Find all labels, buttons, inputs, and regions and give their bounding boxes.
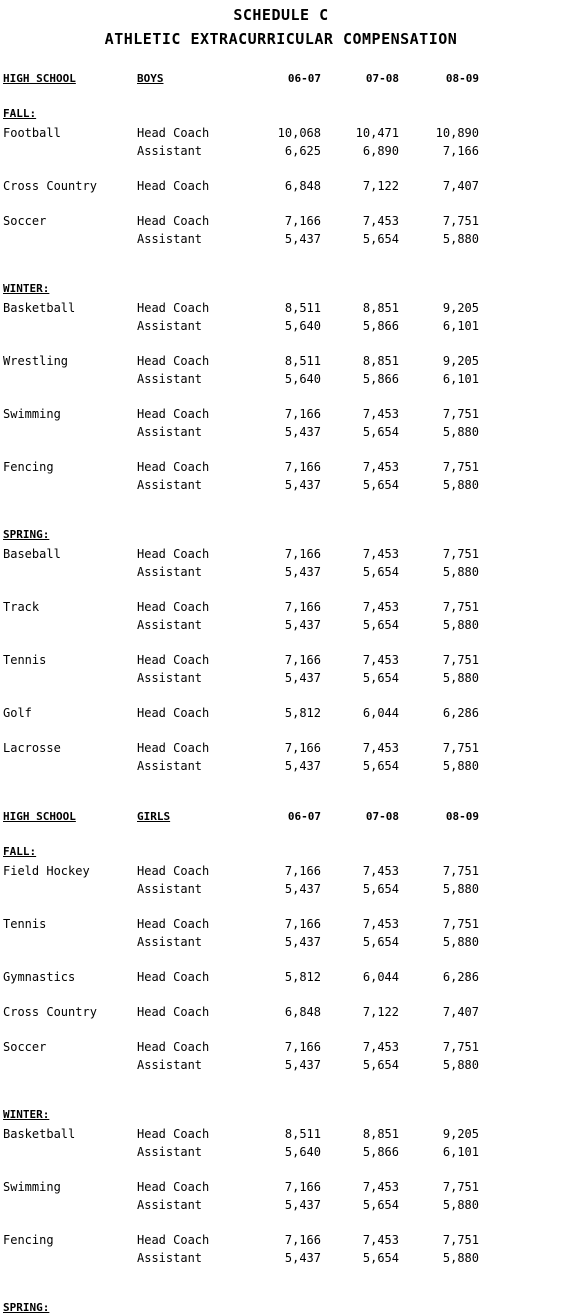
compensation-value: 7,453 bbox=[362, 653, 399, 667]
compensation-value: 7,751 bbox=[442, 1180, 479, 1194]
compensation-value: 8,851 bbox=[362, 1127, 399, 1141]
section-header bbox=[0, 70, 562, 88]
sport-name: Basketball bbox=[3, 301, 76, 315]
compensation-value: 5,880 bbox=[442, 1058, 479, 1072]
compensation-value: 7,166 bbox=[284, 864, 321, 878]
position-name: Head Coach bbox=[137, 600, 210, 614]
season-label: SPRING: bbox=[3, 1301, 50, 1314]
compensation-value: 5,654 bbox=[362, 1058, 399, 1072]
compensation-value: 5,654 bbox=[362, 759, 399, 773]
season-label: SPRING: bbox=[3, 528, 50, 541]
compensation-value: 7,453 bbox=[362, 407, 399, 421]
sport-name: Basketball bbox=[3, 1127, 76, 1141]
position-name: Assistant bbox=[137, 618, 203, 632]
position-name: Head Coach bbox=[137, 1127, 210, 1141]
compensation-value: 7,166 bbox=[284, 547, 321, 561]
table-row bbox=[0, 1196, 562, 1214]
compensation-value: 5,866 bbox=[362, 1145, 399, 1159]
table-row bbox=[0, 598, 562, 616]
compensation-value: 5,437 bbox=[284, 935, 321, 949]
compensation-value: 5,812 bbox=[284, 706, 321, 720]
position-name: Assistant bbox=[137, 565, 203, 579]
table-row bbox=[0, 651, 562, 669]
compensation-value: 7,166 bbox=[284, 214, 321, 228]
position-name: Head Coach bbox=[137, 301, 210, 315]
table-row bbox=[0, 352, 562, 370]
sport-name: Golf bbox=[3, 706, 32, 720]
header-year: 07-08 bbox=[365, 810, 399, 823]
compensation-value: 6,101 bbox=[442, 372, 479, 386]
season-label: WINTER: bbox=[3, 282, 50, 295]
compensation-value: 7,453 bbox=[362, 460, 399, 474]
compensation-value: 7,453 bbox=[362, 1040, 399, 1054]
compensation-value: 5,880 bbox=[442, 935, 479, 949]
section-header bbox=[0, 808, 562, 826]
sport-name: Baseball bbox=[3, 547, 61, 561]
compensation-value: 7,453 bbox=[362, 741, 399, 755]
compensation-value: 5,654 bbox=[362, 882, 399, 896]
compensation-value: 10,068 bbox=[277, 126, 321, 140]
table-row bbox=[0, 177, 562, 195]
table-row bbox=[0, 230, 562, 248]
position-name: Head Coach bbox=[137, 864, 210, 878]
compensation-value: 7,166 bbox=[284, 741, 321, 755]
header-gender: BOYS bbox=[137, 72, 164, 85]
compensation-value: 7,166 bbox=[284, 407, 321, 421]
compensation-value: 7,751 bbox=[442, 407, 479, 421]
compensation-value: 6,044 bbox=[362, 706, 399, 720]
compensation-value: 6,286 bbox=[442, 706, 479, 720]
sport-name: Tennis bbox=[3, 917, 47, 931]
table-row bbox=[0, 1178, 562, 1196]
position-name: Head Coach bbox=[137, 1040, 210, 1054]
compensation-value: 5,437 bbox=[284, 1251, 321, 1265]
table-row bbox=[0, 405, 562, 423]
position-name: Head Coach bbox=[137, 970, 210, 984]
compensation-value: 5,654 bbox=[362, 478, 399, 492]
compensation-value: 5,437 bbox=[284, 425, 321, 439]
position-name: Assistant bbox=[137, 319, 203, 333]
compensation-value: 5,437 bbox=[284, 882, 321, 896]
sport-name: Fencing bbox=[3, 460, 54, 474]
compensation-value: 5,437 bbox=[284, 759, 321, 773]
table-row bbox=[0, 370, 562, 388]
header-year: 08-09 bbox=[445, 72, 479, 85]
position-name: Assistant bbox=[137, 671, 203, 685]
compensation-value: 5,437 bbox=[284, 671, 321, 685]
compensation-value: 7,751 bbox=[442, 460, 479, 474]
season-label: FALL: bbox=[3, 107, 37, 120]
compensation-value: 5,880 bbox=[442, 478, 479, 492]
compensation-value: 7,166 bbox=[284, 600, 321, 614]
compensation-value: 7,166 bbox=[284, 917, 321, 931]
position-name: Assistant bbox=[137, 1058, 203, 1072]
compensation-value: 6,848 bbox=[284, 179, 321, 193]
compensation-value: 5,880 bbox=[442, 759, 479, 773]
compensation-value: 7,751 bbox=[442, 1233, 479, 1247]
compensation-value: 8,851 bbox=[362, 301, 399, 315]
compensation-value: 5,654 bbox=[362, 232, 399, 246]
compensation-value: 5,640 bbox=[284, 1145, 321, 1159]
compensation-value: 7,166 bbox=[284, 1040, 321, 1054]
compensation-value: 7,751 bbox=[442, 547, 479, 561]
table-row bbox=[0, 669, 562, 687]
table-row bbox=[0, 563, 562, 581]
compensation-value: 7,751 bbox=[442, 917, 479, 931]
sport-name: Track bbox=[3, 600, 40, 614]
compensation-value: 6,044 bbox=[362, 970, 399, 984]
table-row bbox=[0, 915, 562, 933]
position-name: Assistant bbox=[137, 372, 203, 386]
position-name: Head Coach bbox=[137, 917, 210, 931]
season-label: WINTER: bbox=[3, 1108, 50, 1121]
sport-name: Gymnastics bbox=[3, 970, 76, 984]
position-name: Assistant bbox=[137, 1198, 203, 1212]
sport-name: Swimming bbox=[3, 1180, 61, 1194]
compensation-value: 5,880 bbox=[442, 425, 479, 439]
position-name: Head Coach bbox=[137, 214, 210, 228]
table-row bbox=[0, 142, 562, 160]
compensation-value: 7,166 bbox=[284, 1233, 321, 1247]
position-name: Head Coach bbox=[137, 354, 210, 368]
sport-name: Fencing bbox=[3, 1233, 54, 1247]
table-row bbox=[0, 1125, 562, 1143]
header-year: 06-07 bbox=[287, 810, 321, 823]
table-row bbox=[0, 545, 562, 563]
compensation-value: 5,437 bbox=[284, 1058, 321, 1072]
table-row bbox=[0, 317, 562, 335]
compensation-value: 9,205 bbox=[442, 1127, 479, 1141]
position-name: Head Coach bbox=[137, 1005, 210, 1019]
compensation-value: 5,880 bbox=[442, 671, 479, 685]
compensation-value: 5,654 bbox=[362, 671, 399, 685]
table-row bbox=[0, 299, 562, 317]
compensation-value: 7,453 bbox=[362, 1233, 399, 1247]
compensation-value: 7,453 bbox=[362, 917, 399, 931]
table-row bbox=[0, 1231, 562, 1249]
position-name: Head Coach bbox=[137, 407, 210, 421]
compensation-value: 5,880 bbox=[442, 565, 479, 579]
table-row bbox=[0, 423, 562, 441]
compensation-value: 8,511 bbox=[284, 1127, 321, 1141]
compensation-value: 7,751 bbox=[442, 864, 479, 878]
compensation-value: 6,890 bbox=[362, 144, 399, 158]
compensation-value: 6,101 bbox=[442, 319, 479, 333]
position-name: Assistant bbox=[137, 882, 203, 896]
table-row bbox=[0, 862, 562, 880]
sport-name: Cross Country bbox=[3, 179, 97, 193]
compensation-value: 5,654 bbox=[362, 618, 399, 632]
table-row bbox=[0, 933, 562, 951]
sport-name: Tennis bbox=[3, 653, 47, 667]
compensation-value: 7,751 bbox=[442, 214, 479, 228]
compensation-value: 7,166 bbox=[284, 653, 321, 667]
compensation-value: 7,453 bbox=[362, 214, 399, 228]
position-name: Head Coach bbox=[137, 741, 210, 755]
compensation-value: 7,751 bbox=[442, 1040, 479, 1054]
compensation-value: 5,654 bbox=[362, 565, 399, 579]
position-name: Assistant bbox=[137, 1145, 203, 1159]
compensation-value: 5,640 bbox=[284, 372, 321, 386]
table-row bbox=[0, 212, 562, 230]
table-row bbox=[0, 704, 562, 722]
compensation-value: 7,751 bbox=[442, 741, 479, 755]
compensation-value: 5,654 bbox=[362, 425, 399, 439]
sport-name: Football bbox=[3, 126, 61, 140]
header-gender: GIRLS bbox=[137, 810, 171, 823]
compensation-value: 5,654 bbox=[362, 935, 399, 949]
compensation-value: 6,286 bbox=[442, 970, 479, 984]
compensation-value: 7,166 bbox=[284, 460, 321, 474]
compensation-value: 7,453 bbox=[362, 547, 399, 561]
compensation-value: 5,654 bbox=[362, 1198, 399, 1212]
position-name: Assistant bbox=[137, 935, 203, 949]
compensation-value: 7,122 bbox=[362, 1005, 399, 1019]
compensation-value: 7,453 bbox=[362, 864, 399, 878]
sport-name: Swimming bbox=[3, 407, 61, 421]
table-row bbox=[0, 739, 562, 757]
compensation-value: 7,166 bbox=[442, 144, 479, 158]
table-row bbox=[0, 616, 562, 634]
compensation-value: 5,880 bbox=[442, 882, 479, 896]
position-name: Head Coach bbox=[137, 126, 210, 140]
season-label: FALL: bbox=[3, 845, 37, 858]
compensation-value: 5,437 bbox=[284, 478, 321, 492]
document-subtitle: ATHLETIC EXTRACURRICULAR COMPENSATION bbox=[104, 30, 458, 48]
position-name: Head Coach bbox=[137, 1233, 210, 1247]
compensation-value: 5,880 bbox=[442, 618, 479, 632]
compensation-value: 8,511 bbox=[284, 354, 321, 368]
compensation-value: 7,751 bbox=[442, 600, 479, 614]
position-name: Head Coach bbox=[137, 653, 210, 667]
compensation-value: 7,166 bbox=[284, 1180, 321, 1194]
compensation-value: 8,851 bbox=[362, 354, 399, 368]
compensation-value: 5,437 bbox=[284, 232, 321, 246]
compensation-value: 10,890 bbox=[435, 126, 479, 140]
compensation-value: 5,866 bbox=[362, 372, 399, 386]
compensation-value: 7,407 bbox=[442, 179, 479, 193]
compensation-value: 5,880 bbox=[442, 1198, 479, 1212]
compensation-value: 6,625 bbox=[284, 144, 321, 158]
sport-name: Wrestling bbox=[3, 354, 69, 368]
position-name: Assistant bbox=[137, 1251, 203, 1265]
compensation-value: 7,453 bbox=[362, 1180, 399, 1194]
compensation-value: 5,654 bbox=[362, 1251, 399, 1265]
table-row bbox=[0, 1056, 562, 1074]
sport-name: Soccer bbox=[3, 1040, 47, 1054]
table-row bbox=[0, 1038, 562, 1056]
compensation-value: 6,848 bbox=[284, 1005, 321, 1019]
compensation-value: 10,471 bbox=[355, 126, 399, 140]
header-school: HIGH SCHOOL bbox=[3, 810, 76, 823]
position-name: Assistant bbox=[137, 759, 203, 773]
position-name: Assistant bbox=[137, 425, 203, 439]
compensation-value: 7,751 bbox=[442, 653, 479, 667]
table-row bbox=[0, 757, 562, 775]
compensation-value: 7,453 bbox=[362, 600, 399, 614]
sport-name: Soccer bbox=[3, 214, 47, 228]
compensation-value: 6,101 bbox=[442, 1145, 479, 1159]
compensation-value: 5,880 bbox=[442, 1251, 479, 1265]
compensation-value: 7,407 bbox=[442, 1005, 479, 1019]
compensation-value: 5,437 bbox=[284, 618, 321, 632]
document-title: SCHEDULE C bbox=[233, 6, 329, 24]
position-name: Head Coach bbox=[137, 547, 210, 561]
position-name: Head Coach bbox=[137, 179, 210, 193]
header-year: 07-08 bbox=[365, 72, 399, 85]
table-row bbox=[0, 1249, 562, 1267]
compensation-value: 9,205 bbox=[442, 354, 479, 368]
compensation-value: 5,880 bbox=[442, 232, 479, 246]
table-row bbox=[0, 124, 562, 142]
sport-name: Lacrosse bbox=[3, 741, 61, 755]
compensation-value: 5,640 bbox=[284, 319, 321, 333]
position-name: Assistant bbox=[137, 232, 203, 246]
table-row bbox=[0, 968, 562, 986]
compensation-value: 5,437 bbox=[284, 1198, 321, 1212]
position-name: Assistant bbox=[137, 478, 203, 492]
table-row bbox=[0, 1143, 562, 1161]
table-row bbox=[0, 458, 562, 476]
compensation-value: 5,437 bbox=[284, 565, 321, 579]
compensation-value: 8,511 bbox=[284, 301, 321, 315]
compensation-value: 7,122 bbox=[362, 179, 399, 193]
compensation-value: 5,812 bbox=[284, 970, 321, 984]
header-school: HIGH SCHOOL bbox=[3, 72, 76, 85]
compensation-value: 5,866 bbox=[362, 319, 399, 333]
header-year: 08-09 bbox=[445, 810, 479, 823]
position-name: Head Coach bbox=[137, 1180, 210, 1194]
position-name: Head Coach bbox=[137, 706, 210, 720]
table-row bbox=[0, 1003, 562, 1021]
sport-name: Field Hockey bbox=[3, 864, 90, 878]
header-year: 06-07 bbox=[287, 72, 321, 85]
sport-name: Cross Country bbox=[3, 1005, 97, 1019]
table-row bbox=[0, 476, 562, 494]
compensation-value: 9,205 bbox=[442, 301, 479, 315]
position-name: Head Coach bbox=[137, 460, 210, 474]
table-row bbox=[0, 880, 562, 898]
position-name: Assistant bbox=[137, 144, 203, 158]
